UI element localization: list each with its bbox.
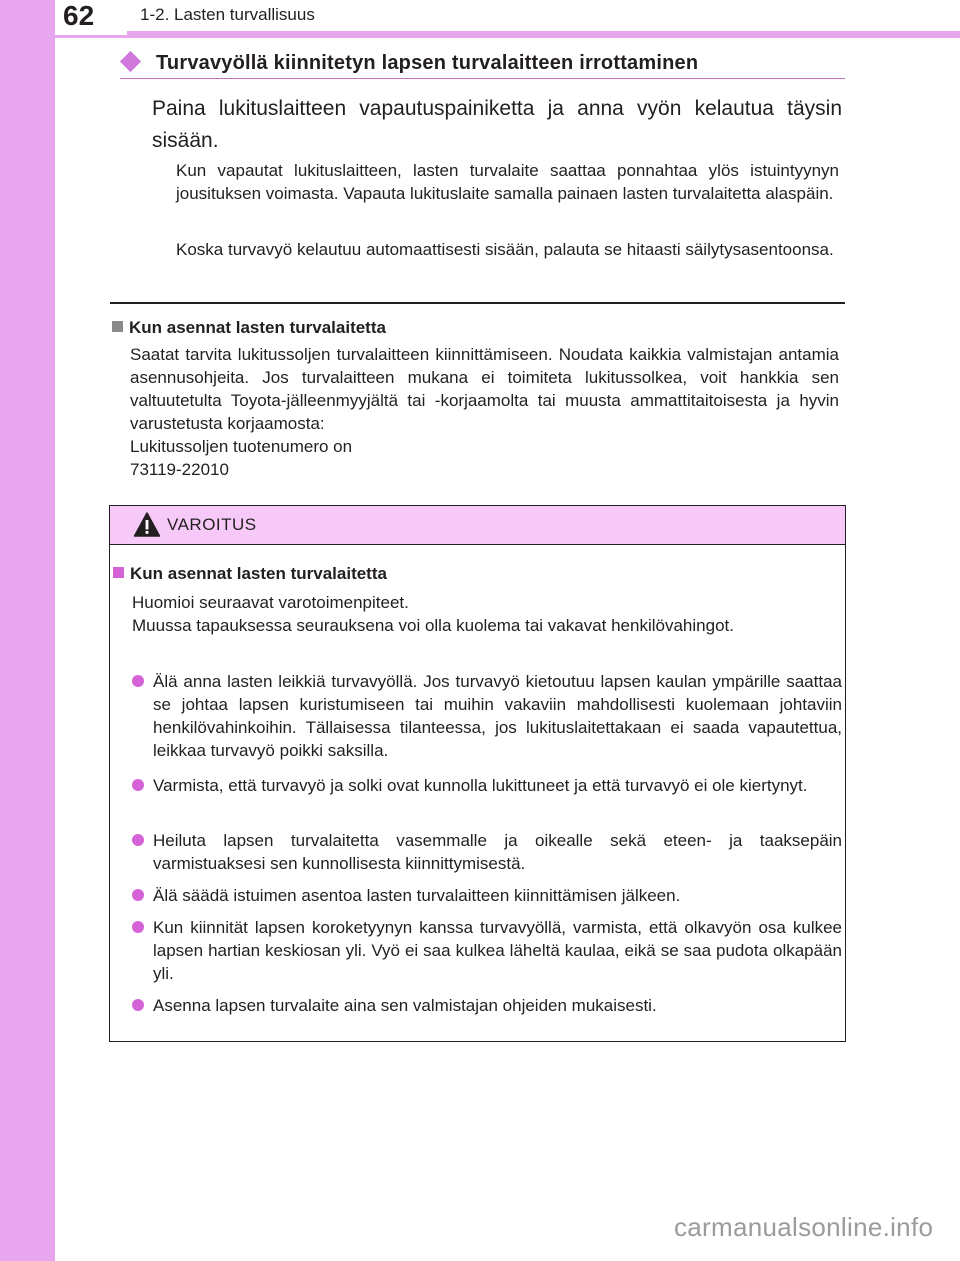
- info-heading: [112, 317, 386, 339]
- warning-heading: [113, 563, 387, 585]
- part-label: Lukitussoljen tuotenumero on: [130, 437, 353, 456]
- bullet-dot-icon: [132, 779, 144, 791]
- warning-intro-line: Huomioi seuraavat varotoimenpiteet.: [132, 593, 409, 612]
- warning-bullet-text: Asenna lapsen turvalaite aina sen valmistajan ohjeiden mukaisesti.: [153, 996, 657, 1015]
- warning-intro-consequence: Muussa tapauksessa seurauksena voi olla kuolema tai vakavat henkilövahingot.: [132, 616, 734, 635]
- section-title: Turvavyöllä kiinnitetyn lapsen turvalaitteen irrottaminen: [156, 52, 699, 74]
- warning-header: [110, 506, 845, 545]
- warning-bullet: [132, 774, 842, 797]
- bullet-dot-icon: [132, 921, 144, 933]
- warning-bullet-text: Älä säädä istuimen asentoa lasten turvalaitteen kiinnittämisen jälkeen.: [153, 886, 681, 905]
- bullet-dot-icon: [132, 675, 144, 687]
- warning-bullet-text: Heiluta lapsen turvalaitetta vasemmalle ja oikealle sekä eteen- ja taaksepäin varmistuaksesi sen kunnollisesta kiinnittymisestä.: [153, 831, 842, 873]
- info-paragraph: Saatat tarvita lukitussoljen turvalaitteen kiinnittämiseen. Noudata kaikkia valmistajan antamia asennusohjeita. Jos turvalaitteen mukana ei toimiteta lukitussolkea, voit hankkia sen valtuutetulta Toyota-jälleenmyyjältä tai -korjaamolta tai muusta ammattitaitoisesta ja hyvin varustetusta korjaamosta:: [130, 345, 839, 433]
- instruction-text: Paina lukituslaitteen vapautuspainiketta ja anna vyön kelautua täysin sisään.: [152, 97, 842, 152]
- bullet-dot-icon: [132, 889, 144, 901]
- warning-label: VAROITUS: [167, 515, 257, 534]
- bullet-dot-icon: [132, 834, 144, 846]
- note-paragraph: Kun vapautat lukituslaitteen, lasten turvalaite saattaa ponnahtaa ylös istuintyynyn jousituksen voimasta. Vapauta lukituslaite samalla painaen lasten turvalaitetta alaspäin.: [176, 161, 839, 203]
- info-text-block: [130, 343, 839, 481]
- part-number: 73119-22010: [130, 460, 229, 479]
- chapter-title: 1-2. Lasten turvallisuus: [140, 5, 315, 24]
- warning-heading-text: Kun asennat lasten turvalaitetta: [130, 564, 387, 583]
- warning-bullet: [132, 670, 842, 762]
- warning-bullet: [132, 884, 842, 907]
- diamond-icon: [120, 51, 141, 72]
- side-tab-strip: [0, 0, 55, 1261]
- warning-box: [109, 505, 846, 1042]
- warning-bullet-text: Varmista, että turvavyö ja solki ovat kunnolla lukittuneet ja että turvavyö ei ole kiertynyt.: [153, 776, 808, 795]
- watermark: carmanualsonline.info: [674, 1212, 934, 1242]
- section-divider: [110, 302, 845, 304]
- warning-bullet: [132, 994, 842, 1017]
- warning-bullet-text: Älä anna lasten leikkiä turvavyöllä. Jos turvavyö kietoutuu lapsen kaulan ympärille saattaa se johtaa lapsen kuristumiseen tai muihin vakaviin mahdollisesti kuolemaan johtaviin henkilövahinkoihin. Tällaisessa tilanteessa, jos lukituslaitettakaan ei saada vapautettua, leikkaa turvavyö poikki saksilla.: [153, 672, 842, 760]
- warning-bullet: [132, 916, 842, 985]
- warning-triangle-icon: [133, 511, 161, 539]
- square-bullet-icon: [112, 321, 123, 332]
- square-bullet-icon: [113, 567, 124, 578]
- note-paragraph: Koska turvavyö kelautuu automaattisesti sisään, palauta se hitaasti säilytysasentoonsa.: [176, 240, 834, 259]
- section-heading: [120, 52, 845, 79]
- info-heading-text: Kun asennat lasten turvalaitetta: [129, 318, 386, 337]
- warning-bullet-text: Kun kiinnität lapsen koroketyynyn kanssa turvavyöllä, varmista, että olkavyön osa kulkee lapsen hartian keskiosan yli. Vyö ei saa kulkea läheltä kaulaa, eikä se saa pudota olkapään yli.: [153, 918, 842, 983]
- page-number: 62: [63, 0, 95, 31]
- warning-intro: [132, 591, 837, 637]
- bullet-dot-icon: [132, 999, 144, 1011]
- warning-bullet: [132, 829, 842, 875]
